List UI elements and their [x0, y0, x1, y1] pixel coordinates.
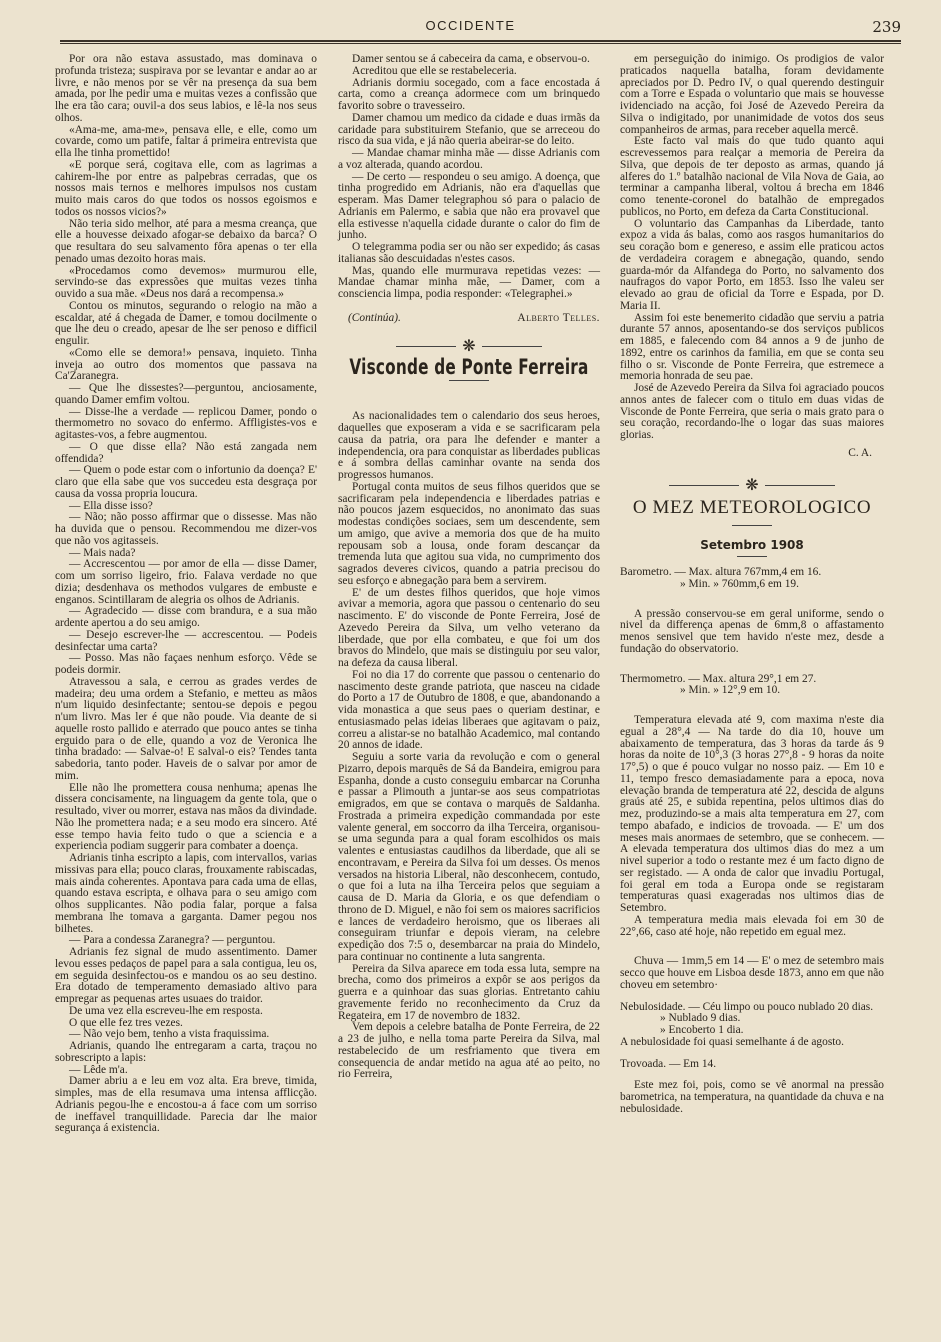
thermometro-max: Thermometro. — Max. altura 29°,1 em 27. — [620, 672, 817, 685]
paragraph: O voluntario das Campanhas da Liberdade, tanto expoz a vida ás balas, como aos rasgos humanitarios do seu coração bom e genereso, e assim elle praticou actos de verdadeira coragem e abnegação, quando, sendo guarda-mór da Alfandega do Porto, no salvamento dos naufragos do vapor Porto, em 1853. Isso lhe valeu ser elevado ao grau de oficial da Torre e Espada, por D. Maria II. — [620, 217, 884, 312]
paragraph: — Desejo escrever-lhe — accrescentou. — Podeis desinfectar uma carta? — [55, 628, 317, 653]
paragraph: Acreditou que elle se restabeleceria. — [352, 64, 517, 77]
paragraph: — Mandae chamar minha mãe — disse Adrianis com a voz alterada, quando acordou. — [338, 147, 600, 171]
paragraph: Atravessou a sala, e cerrou as grades verdes de madeira; deu uma ordem a Stefanio, e metteu as mãos n'um liquido desinfectante; sentou-se depois e pegou n'um livro. Mas ler é que não poude. Via deante de si aquelle rosto pallido e aterrado que pouco antes se tinha erguido para o de elle, quando a voz de Veronica lhe tinha bradado: — Salvae-o! E salval-o eis? Tendes tanta sabedoria, tanto poder. Haveis de o salvar por amor de mim. — [55, 675, 317, 782]
paragraph: Este facto val mais do que tudo quanto aqui escrevessemos para realçar a memoria de Pereira da Silva, que depois de ter deposto as armas, quando já alferes do 1.º batalhão nacional de Vila Nova de Gaia, ao terminar a campanha liberal, voltou á brecha em 1846 como tenente-coronel do batalhão de empregados publicos, no Porto, em defeza da Carta Constitucional. — [620, 135, 884, 218]
paragraph: Vem depois a celebre batalha de Ponte Ferreira, de 22 a 23 de julho, e nella toma parte Pereira da Silva, mal restabelecido de um resfriamento que tivera em consequencia de andar metido na agua até ao peito, no rio Ferreira, — [338, 1021, 600, 1081]
subtitle-rule — [737, 556, 767, 557]
paragraph: Elle não lhe promettera cousa nenhuma; apenas lhe dissera concisamente, na linguagem da gente tola, que o resultado, viver ou morrer, estava nas mãos da divindade. Não lhe promettera nada; e a seu modo era sincero. Até esse tempo havia feito tudo o que a sciencia e a experiencia podiam suggerir para combater a doença. — [55, 781, 317, 853]
month-heading: Setembro 1908 — [700, 538, 804, 553]
paragraph: Mas, quando elle murmurava repetidas vezes: —Mandae chamar minha mãe, — Damer, com a consciencia limpa, podia responder: «Telegraphei.» — [338, 264, 600, 300]
nebulosidade-line-1: Nebulosidade. — Céu limpo ou pouco nublado 20 dias. — [620, 1000, 874, 1013]
nebulosidade-line-3: » Encoberto 1 dia. — [660, 1024, 744, 1036]
article-visconde-end — [620, 54, 884, 442]
paragraph: «Como elle se demora!» pensava, inquieto. Tinha inveja ao outro dos momentos que passava na Ca'Zaranegra. — [55, 346, 317, 383]
paragraph: E' de um destes filhos queridos, que hoje vimos avivar a memoria, agora que passou o centenario do seu nascimento. E' do visconde de Ponte Ferreira, José de Azevedo Pereira da Silva, um velho veterano da liberdade, que por ella combateu, e que foi um dos bravos do Mindelo, que mais se distinguiu por seu valor, na defeza da causa liberal. — [338, 586, 600, 669]
paragraph: — Posso. Mas não façaes nenhum esforço. Vêde se podeis dormir. — [55, 652, 317, 676]
nebulosidade-note: A nebulosidade foi quasi semelhante á de agosto. — [620, 1035, 844, 1048]
paragraph: Adrianis tinha escripto a lapis, com intervallos, varias missivas para ella; pouco claras, frouxamente rabiscadas, mais ainda coherentes. Apontava para cada uma de ellas, quando estava escripta, e olhava para o seu amigo com olhos supplicantes. Não podia falar, porque a falsa membrana lhe tomava a garganta. Damer pegou nos bilhetes. — [55, 852, 317, 935]
paragraph: — Disse-lhe a verdade — replicou Damer, pondo o thermometro no sovaco do enfermo. Affligistes-vos e agitastes-vos, a febre augmentou. — [55, 405, 317, 441]
continued-note: (Continúa). — [348, 311, 401, 324]
paragraph: Damer sentou se á cabeceira da cama, e observou-o. — [352, 53, 590, 65]
media-paragraph: A temperatura media mais elevada foi em 30 de 22°,66, caso até hoje, não repetido em egual mez. — [620, 913, 884, 938]
section-ornament-2 — [620, 478, 884, 494]
trovoada-line: Trovoada. — Em 14. — [620, 1057, 717, 1070]
paragraph: — Que lhe dissestes?—perguntou, anciosamente, quando Damer emfim voltou. — [55, 382, 317, 406]
paragraph: — Agradecido — disse com brandura, e a sua mão ardente apertou a do seu amigo. — [55, 605, 317, 629]
paragraph: Pereira da Silva aparece em toda essa luta, sempre na brecha, como dos primeiros a expôr se aos perigos da guerra e a quinhoar das suas glorias. Entretanto cahiu gravemente ferido no reconhecimento da Cruz da Regateira, em 17 de novembro de 1832. — [338, 962, 600, 1022]
journal-title: OCCIDENTE — [425, 18, 516, 33]
paragraph: O que elle fez tres vezes. — [69, 1016, 183, 1029]
final-paragraph: Este mez foi, pois, como se vê anormal na pressão barometrica, na temperatura, na quantidade da chuva e na nebulosidade. — [620, 1079, 884, 1115]
paragraph: José de Azevedo Pereira da Silva foi agraciado poucos annos antes de falecer com o titulo em duas vidas de Visconde de Ponte Ferreira, que seria o mais grato para o seu coração, recordando-lhe o logar das suas maiores glorias. — [620, 382, 884, 441]
paragraph: — Accrescentou — por amor de ella — disse Damer, com um sorriso ligeiro, frio. Falava verdade no que dizia; desdenhava os methodos vulgares de embuste e enganos. Scintillaram de alegria os olhos de Adrianis. — [55, 558, 317, 606]
temperatura-paragraph: Temperatura elevada até 9, com maxima n'este dia egual a 28°,4 — Na tarde do dia 10, houve um abaixamento de temperatura, das 3 horas da tarde ás 9 horas da noite de 10°,3 (3 horas 27°,8 - 9 horas da noite 17°,5) o que é pouco vulgar no nosso paiz. — Em 10 e 11, tempo fresco demasiadamente para a epoca, nova elevação branda de temperatura até 22, descida de alguns graús até 25, e subida repentina, pelos ultimos dias do mez, produzindo-se a mais alta temperatura em 27, com tempo abafado, e indicios de trovoada. — E' um dos meses mais anormaes de setembro, que se conhecem. — A elevada temperatura dos ultimos dias do mez a um nivel superior a todo o restante mez é um facto digno de ser registado. — A onda de calor que invadiu Portugal, foi geral em toda a Europa onde se registaram temperaturas quasi exageradas nos ultimos dias de Setembro. — [620, 714, 884, 914]
paragraph: Assim foi este benemerito cidadão que serviu a patria durante 57 annos, aposentando-se dos serviços publicos em 1885, e falecendo com 84 annos a 9 de junho de 1892, entre os carinhos da familia, em que se conta seu filho o sr. Visconde de Ponte Ferreira, que estremece a memoria honrada de seu pae. — [620, 311, 884, 383]
paragraph: — O que disse ella? Não está zangada nem offendida? — [55, 440, 317, 465]
paragraph: — Não vejo bem, tenho a vista fraquissima. — [69, 1028, 270, 1041]
section-title-visconde: Visconde de Ponte Ferreira — [349, 354, 589, 380]
pressao-paragraph: A pressão conservou-se em geral uniforme, sendo o nivel da differença apenas de 6mm,8 o affastamento menos sensivel que tem havido n'este mez, desde a fundação do observatorio. — [620, 607, 884, 655]
paragraph: O telegramma podia ser ou não ser expedido; ás casas italianas são descuidadas n'estes casos. — [338, 241, 600, 265]
paragraph: — Quem o pode estar com o infortunio da doença? E' claro que ella sabe que vos succedeu esta desgraça por causa da vossa propria loucura. — [55, 464, 317, 500]
paragraph: De uma vez ella escreveu-lhe em resposta. — [69, 1004, 263, 1017]
paragraph: Adrianis dormiu socegado, com a face encostada á carta, como a creança adormece com um brinquedo favorito sobre o travesseiro. — [338, 76, 600, 112]
paragraph: — Lêde m'a. — [69, 1063, 128, 1076]
paragraph: «Procedamos como devemos» murmurou elle, servindo-se das expressões que muitas vezes tinha ouvido a sua mãe. «Deus nos dará a recompensa.» — [55, 264, 317, 300]
paragraph: Portugal conta muitos de seus filhos queridos que se sacrificaram pela independencia e liberdades patrias e não poucos jazem esquecidos, no anonimato das suas modestas condições sociaes, sem um descendente, sem um amigo, que avive a memoria dos que de ha muito repousam sob a lousa, onde foram descançar da tremenda luta que agitou sua vida, no cumprimento dos sagrados deveres civicos, quando a patria precisou do seu esforço e abnegação para bem a servirem. — [338, 480, 600, 587]
paragraph: Damer abriu a e leu em voz alta. Era breve, timida, simples, mas de ella resumava uma intensa afflicção. Adrianis pegou-lhe e encostou-a á face com um sorriso de ineffavel tranquillidade. Parecia dar lhe maior segurança á existencia. — [55, 1075, 317, 1135]
paragraph: Não teria sido melhor, até para a mesma creança, que elle a houvesse deixado afogar-se debaixo da barca? O que resultara do seu salvamento fôra apenas o ter ella penado umas dezoito horas mais. — [55, 217, 317, 265]
story-signature — [338, 313, 600, 325]
paragraph: — Mais nada? — [69, 546, 136, 559]
asterisk-ornament-icon: ❋ — [462, 337, 476, 355]
asterisk-ornament-icon: ❋ — [745, 476, 759, 494]
section-title-meteorologico: O MEZ METEOROLOGICO — [632, 496, 872, 518]
paragraph: — De certo — respondeu o seu amigo. A doença, que tinha progredido em Adrianis, não era d'aquellas que esperam. Mas Damer telegraphou só para o palacio de Adrianis em Palermo, e sabia que não era provavel que ella estivesse n'aquella cidade durante o calor do fim de junho. — [338, 170, 600, 242]
section-ornament — [338, 339, 600, 355]
paragraph: Damer chamou um medico da cidade e duas irmãs da caridade para substituirem Stefanio, que se arreceou do risco da sua vida, e já não queria abeirar-se do leito. — [338, 111, 600, 148]
paragraph: — Para a condessa Zaranegra? — perguntou. — [69, 934, 276, 947]
story-continuation — [338, 54, 600, 301]
nebulosidade-line-2: » Nublado 9 dias. — [660, 1012, 741, 1025]
paragraph: Seguiu a sorte varia da revolução e com o general Pizarro, depois marquês de Sá da Bandeira, emigrou para Espanha, donde a custo conseguiu embarcar na Corunha e passar a Plimouth a juntar-se aos seus compatriotas emigrados, em que se contava o marquês de Saldanha. Frostrada a primeira expedição commandada por este valente general, em soccorro da ilha Terceira, organisou-se uma segunda para a qual foram escolhidos os mais valentes e entusiastas caudilhos da liberdade, que ali se encontravam, e Pereira da Silva foi um desses. Os menos versados na historia Liberal, não desconhecem, contudo, o que foi a luta na ilha Terceira pelos que seguiam a causa de D. Maria da Gloria, e os que defendiam o throno de D. Miguel, e não foi sem os maiores sacrificios e lances de verdadeiro heroismo, que os liberaes ali conseguiram triunfar e depois vieram, na celebre expedição dos 7:5 o, desembarcar na praia do Mindelo, para continuar no continente a luta sangrenta. — [338, 751, 600, 963]
paragraph: — Ella disse isso? — [69, 499, 153, 512]
page-header — [0, 10, 941, 54]
title-rule — [732, 525, 772, 526]
paragraph: As nacionalidades tem o calendario dos seus heroes, daquelles que exposeram a vida e se sacrificaram pela causa da patria, ora para lhe defender e manter a independencia, ora para conquistar as liberdades publicas e á sombra dellas caminhar ovante na senda dos progressos humanos. — [338, 410, 600, 481]
paragraph: Contou os minutos, segurando o relogio na mão a escaldar, até á chegada de Damer, e tomou docilmente o que lhe deu o creado, apesar de lhe ser penoso e difficil engulir. — [55, 299, 317, 347]
paragraph: «E porque será, cogitava elle, com as lagrimas a cahirem-lhe por entre as palpebras cerradas, que os nossos mais ternos e melhores impulsos nos custam muito mais caros do que todos os nossos egoismos e todos os nossos vicios?» — [55, 158, 317, 218]
author-name: Alberto Telles. — [517, 311, 600, 324]
thermometro-min: » Min. » 12°,9 em 10. — [680, 684, 781, 697]
paragraph: — Não; não posso affirmar que o dissesse. Mas não ha duvida que o pensou. Recommendou me dizer-vos que não vos agitasseis. — [55, 511, 317, 547]
paragraph: Adrianis, quando lhe entregaram a carta, traçou no sobrescripto a lapis: — [55, 1040, 317, 1064]
article-signature: C. A. — [848, 446, 872, 459]
column-1 — [55, 54, 317, 1135]
paragraph: Foi no dia 17 do corrente que passou o centenario do nascimento deste grande patriota, que nasceu na cidade do Porto a 17 de Outubro de 1808, e que, abandonando a vida monastica a que seus paes o queriam destinar, e entusiasmado pelas ideias liberaes que agitavam o paiz, correu a alistar-se no batalhão Academico, mal contando 20 annos de idade. — [338, 668, 600, 752]
column-3 — [620, 54, 884, 1116]
paragraph: Adrianis fez signal de mudo assentimento. Damer levou esses pedaços de papel para a sala contigua, leu os, em seguida desinfectou-os e mandou os ao seu destino. Era dotado de temperamento demasiado altivo para empregar as pequenas artes usuaes do traidor. — [55, 946, 317, 1005]
barometro-max: Barometro. — Max. altura 767mm,4 em 16. — [620, 566, 822, 578]
chuva-paragraph: Chuva — 1mm,5 em 14 — E' o mez de setembro mais secco que houve em Lisboa desde 1873, anno em que não choveu em setembro· — [620, 955, 884, 991]
barometro-min: » Min. » 760mm,6 em 19. — [680, 577, 799, 590]
header-rule — [60, 40, 901, 44]
paragraph: em perseguição do inimigo. Os prodigios de valor praticados naquella batalha, foram devidamente apreciados por D. Pedro IV, o qual querendo destinguir com a Torre e Espada o voluntario que mais se houvesse ividenciado na acção, foi José de Azevedo Pereira da Silva o indigitado, por unanimidade de votos dos seus companheiros de armas, para receber aquella mercê. — [620, 53, 884, 136]
title-rule — [449, 380, 489, 381]
article-visconde — [338, 411, 600, 1081]
column-2 — [338, 54, 600, 1081]
page-number: 239 — [872, 18, 901, 36]
paragraph: «Ama-me, ama-me», pensava elle, e elle, como um covarde, como um patife, faltar á primeira entrevista que ella lhe tinha promettido! — [55, 123, 317, 159]
paragraph: Por ora não estava assustado, mas dominava o profunda tristeza; suspirava por se levantar e andar ao ar livre, e não menos por se vêr na presença da sua bem amada, por lhe pedir uma e muitas vezes a confissão que lhe era tão cara; ouvil-a dos seus labios, e lê-la nos seus olhos. — [55, 53, 317, 124]
